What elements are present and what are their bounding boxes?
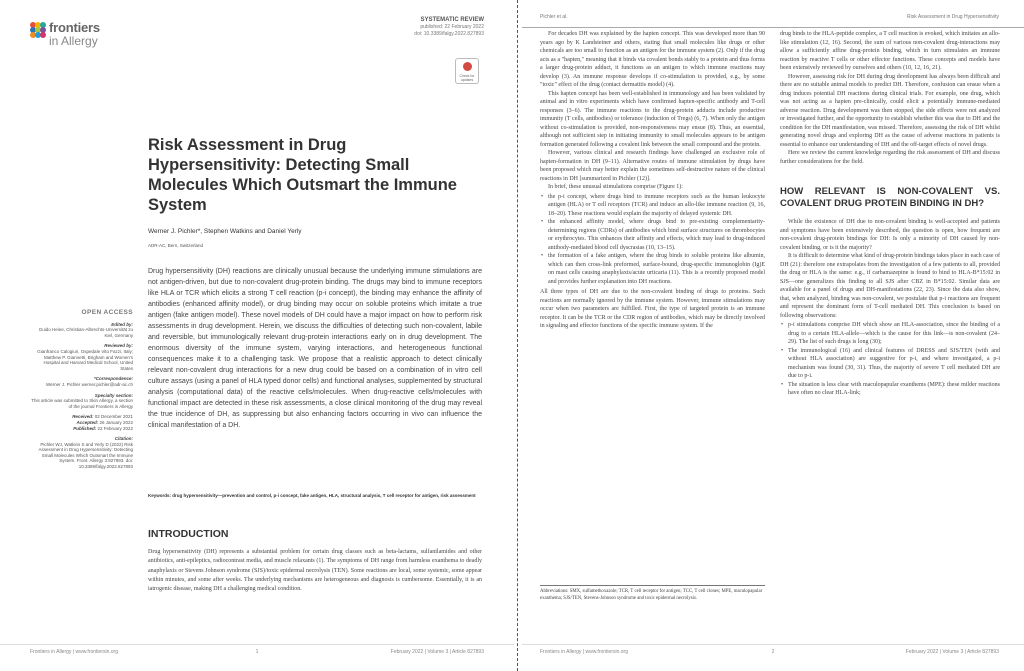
article-info-sidebar <box>30 310 133 475</box>
list-item: • The situation is less clear with maculopapular exanthems (MPE): these milder reactions have often no clear HLA-link; <box>780 381 1000 398</box>
list-item: • The immunological (16) and clinical features of DRESS and SJS/TEN (with and without HLA association) are suggestive for p-i, and where investigated, a p-i mechanism was found (30, 31). Thus, the majority of severe T cell mediated DH are due to p-i. <box>780 347 1000 381</box>
sidebar-label: Received: <box>72 414 94 420</box>
sidebar-text: Guido Heine, Christian-Albrechts-Universität zu Kiel, Germany <box>38 327 133 338</box>
footer-journal-link[interactable]: Frontiers in Allergy | www.frontiersin.org <box>540 649 628 655</box>
right-column <box>780 30 1000 398</box>
mechanism-list <box>540 193 765 287</box>
section-heading: HOW RELEVANT IS NON-COVALENT VS. COVALENT DRUG PROTEIN BINDING IN DH? <box>780 186 1000 209</box>
footer-volume: February 2022 | Volume 3 | Article 827893 <box>390 649 484 655</box>
paragraph: drug binds to the HLA-peptide complex, a T cell reaction is evoked, which imitates an allo-like stimulation (12, 16). Second, the sum of various non-covalent drug-interactions may allow a sufficiently affine drug-protein binding, which in turn stimulates an immune reaction by reactive T cells or other effector functions. These concepts and models have been extensively reviewed by ourselves and others (10, 12, 16, 21). <box>780 31 1000 71</box>
page-number: 2 <box>771 649 775 655</box>
introduction-text: Drug hypersensitivity (DH) represents a substantial problem for certain drug classes such as beta-lactams, sulfanilamides and other antibiotics, anti-epileptics, radiocontrast media, and muscle relaxants (1). The symptoms of DH range from harmless exanthema to deadly anaphylaxis or Stevens Johnson syndrome (SJS)/toxic epidermal necrolysis (TEN). Some reactions are local, some systemic, some appear within minutes, and some after weeks. The underlying mechanisms are heterogeneous and diagnosis is cumbersome. Essentially, it is an iatrogenic disease, making DH a challenging medical condition. <box>148 549 482 593</box>
sidebar-label: Accepted: <box>76 419 99 425</box>
abbreviations-footnote: Abbreviations: SMX, sulfamethoxazole; TCR, T cell receptor for antigen; TCC, T cell clones; MPE, maculopapular exanthema; SJS/TEN, Stevens-Johnson syndrome and toxic epidermal necrolysis. <box>540 585 765 603</box>
sidebar-label: Specialty section: <box>94 392 133 398</box>
paragraph: While the existence of DH due to non-covalent binding is well-accepted and patients and symptoms have been extensively described, the question is open, how frequent are non-covalent drug-protein bindings for DH: Is only a minority of DH caused by non-covalent binding, or is it the majority? <box>780 219 1000 251</box>
running-header-authors: Pichler et al. <box>540 14 568 20</box>
page-number: 1 <box>255 649 259 655</box>
sidebar-text: Gianfranco Calogiuri, Ospedale Vito Fazzi, Italy; Matthew P. Giannetti, Brigham and Women's Hospital and Harvard Medical School, United States <box>37 348 133 371</box>
paragraph: This hapten concept has been well-established in immunology and has been validated by animal and in vitro experiments which have confirmed hapten-specific antibody and T-cell responses (3–6). The immune reactions to the drug-protein adducts include productive immunity (T cells, antibodies) or tolerance (induction of Tregs) (6, 7). When only the antigen without co-stimulation is provided, non-responsiveness may ensue (8). Thus, an essential, although not sufficient step in initiating immunity to small molecules appears to be antigen formation generated following a covalent link between the small compound and the protein. <box>540 90 765 148</box>
sidebar-block-correspondence <box>30 376 133 387</box>
logo-journal: in Allergy <box>49 34 98 48</box>
page-footer <box>0 644 514 655</box>
sidebar-label: Citation: <box>114 436 133 442</box>
sidebar-block-citation <box>30 436 133 470</box>
running-header-title: Risk Assessment in Drug Hypersensitivity <box>907 14 999 20</box>
keywords: Keywords: drug hypersensitivity—prevention and control, p-i concept, fake antigen, HLA, structural analysis, T cell receptor for antigen, risk assessment <box>148 493 476 498</box>
introduction-heading: INTRODUCTION <box>148 528 229 540</box>
check-for-updates-badge[interactable]: Check for updates <box>455 58 479 84</box>
published-date: published: 22 February 2022 <box>420 24 484 30</box>
paragraph: All three types of DH are due to the non-covalent binding of drugs to proteins. Such reactions are normally ignored by the immune system. However, immune stimulations may occur when two parameters are fulfilled. First, the type of targeted protein is an immune receptor. It can be the TCR or the CDR region of antibodies, which may be directly involved in signaling and effector functions of the specific immune system. If the <box>540 289 765 329</box>
affiliation: ADR-AC, Bern, Switzerland <box>148 243 204 248</box>
sidebar-block-published <box>30 426 133 432</box>
paragraph: However, assessing risk for DH during drug development has always been difficult and there are no suitable animal models to predict DH. Therefore, confusion can ensue when a drug induces potential DH reactions during clinical trials. For example, one drug, which was not acting as a hapten pre-clinically, could elicit a potentially immune-mediated adverse reaction. Drug development was then stopped, the side effects were not analyzed or investigated further, and the opportunity to establish whether this was due to DH and the condition for the DH manifestation, was missed. Therefore, assessing the risk of DH whilst generating novel drugs and exploring DH as the cause of adverse reactions in patients is essential to enhance our understanding of DH and the off-target effects of novel drugs. <box>780 73 1000 148</box>
frontiers-logo-mark-icon <box>30 22 46 38</box>
doi-link[interactable]: doi: 10.3389/falgy.2022.827893 <box>414 31 484 37</box>
sidebar-text: 22 February 2022 <box>97 425 133 431</box>
sidebar-label: Edited by: <box>111 321 133 327</box>
correspondence-email[interactable]: Werner J. Pichler werner.pichler@adr-ac.ch <box>45 381 133 387</box>
list-item: • the enhanced affinity model, where drugs bind to pre-existing complementarity-determining regions (CDRs) of antibodies which bind surface structures on thrombocytes or erythrocytes. This enhances their affinity and effects, which may lead to drug-induced antibody-mediated blood cell dyscrasias (10, 13–15). <box>540 218 765 252</box>
article-type: SYSTEMATIC REVIEW <box>420 17 484 23</box>
sidebar-label: Published: <box>73 425 97 431</box>
sidebar-text: 26 January 2022 <box>99 419 133 425</box>
logo-name: frontiers <box>49 20 100 35</box>
open-access-label: OPEN ACCESS <box>81 309 133 316</box>
sidebar-block-specialty <box>30 393 133 410</box>
authors: Werner J. Pichler*, Stephen Watkins and Daniel Yerly <box>148 228 302 235</box>
sidebar-text: Pichler WJ, Watkins S and Yerly D (2022) Risk Assessment in Drug Hypersensitivity: Detecting Small Molecules Which Outsmart the Immune System. Front. Allergy 3:827893. doi: 10.3389/falgy.2022.827893 <box>38 441 133 470</box>
paragraph: For decades DH was explained by the hapten concept. This was developed more than 90 years ago by K Landsteiner and others, stating that small molecules like drugs or other chemicals are too small to function as an antigen for the immune system (2). Only if the drug acts as a "hapten," meaning that it binds via covalent bonds stably to a protein and thus forms a larger drug-protein adduct, it functions as an antigen to which immune reactions may develop (3). An immune response develops if co-stimulation is provided, e.g., by some "toxic" effect of the drug (contact dermatitis model) (4). <box>540 31 765 88</box>
list-item: • the p-i concept, where drugs bind to immune receptors such as the human leukocyte antigen (HLA) or T cell receptors (TCR) and induce an allo-like immune reaction (9, 16, 18–20). These reactions would explain the majority of delayed systemic DH. <box>540 193 765 219</box>
sidebar-label: Reviewed by: <box>104 343 133 349</box>
footer-journal-link[interactable]: Frontiers in Allergy | www.frontiersin.org <box>30 649 118 655</box>
abstract: Drug hypersensitivity (DH) reactions are clinically unusual because the underlying immune stimulations are not antigen-driven, but due to non-covalent drug-protein binding. The drugs may bind to immune receptors like HLA or TCR which elicits a strong T cell reaction (p-i concept), the binding may enhance the affinity of antibodies (enhanced affinity model), or drug binding may occur on soluble proteins which imitate a true antigen (fake antigen model). These novel models of DH could have a major impact on how to perform risk assessments in drug development. Herein, we discuss the difficulties of detecting such non-covalent, labile and reversible, but immunologically relevant drug-protein interactions early on in drug development. The enormous diversity of the immune system, varying interactions, and heterogeneous functional consequences make it to a challenging task. We propose that a realistic approach to detect clinically relevant non-covalent drug interactions for a new drug could be based on a combination of in vitro cell culture assays (using a panel of HLA typed donor cells) and functional analyses, supplemented by structural analysis (computational data) of the reactive cells/molecules. When drug-reactive cells/molecules with functional impact are detected in these risk assessments, a close clinical monitoring of the drug may reveal the true incidence of DH, as suppressing but also enhancing factors occurring in vivo can influence the clinical manifestation of a DH. <box>148 268 482 429</box>
frontiers-logo <box>30 20 150 54</box>
page-footer <box>522 644 1024 655</box>
paragraph: It is difficult to determine what kind of drug-protein bindings takes place in each case of DH (21): therefore one extrapolates from the investigation of a few patients to all, provided the drug or HLA is the same: e.g., if carbamazepine is found to bind to HLA-B*15:02 in SJS—one generalizes this finding to all SJS after CBZ in B*15:02. Similar data are available for a panel of drugs and DH-manifestations (22, 23). Since the data also show, that, when analyzed, binding was non-covalent, we postulate that p-i reactions are frequent and represent the dominant form of T-cell mediated DH. This conclusion is based on following observations: <box>780 253 1000 319</box>
paragraph: Here we review the current knowledge regarding the risk assessment of DH and discuss further considerations for the field. <box>780 150 1000 165</box>
sidebar-block-edited <box>30 322 133 339</box>
paragraph: However, various clinical and research findings have challenged an exclusive role of hapten-formation in DH (9–11). Alternative routes of immune stimulation by drugs have been proposed which may better explain the sometimes self-destructive nature of the clinical reactions in DH [summarized in Pichler (12)]. <box>540 150 765 182</box>
sidebar-text: This article was submitted to Skin Allergy, a section of the journal Frontiers in Allergy <box>31 398 133 409</box>
running-header <box>522 14 1024 28</box>
page-2 <box>522 0 1024 671</box>
footer-volume: February 2022 | Volume 3 | Article 827893 <box>905 649 999 655</box>
left-column <box>540 30 765 331</box>
list-item: • the formation of a fake antigen, where the drug binds to soluble proteins like albumin, which can then cross-link preformed, surface-bound, drug-specific immunoglobin (Ig)E on mast cells causing anaphylaxis/acute urticaria (11). This is a recently proposed model and provides further explanation into DH reactions. <box>540 252 765 286</box>
sidebar-text: 02 December 2021 <box>94 414 133 420</box>
observation-list <box>780 321 1000 398</box>
article-title: Risk Assessment in Drug Hypersensitivity: Detecting Small Molecules Which Outsmart the Immune System <box>148 136 457 214</box>
article-header <box>414 17 484 38</box>
page-divider <box>517 0 518 671</box>
sidebar-label: *Correspondence: <box>93 376 133 382</box>
list-item: • p-i stimulations comprise DH which show an HLA-association, since the binding of a drug to a certain HLA-allele—which is the cause for this link—is non-covalent (24–29). The list of such drugs is long (30); <box>780 321 1000 347</box>
paragraph: In brief, these unusual stimulations comprise (Figure 1): <box>548 184 683 190</box>
sidebar-block-reviewed <box>30 343 133 371</box>
